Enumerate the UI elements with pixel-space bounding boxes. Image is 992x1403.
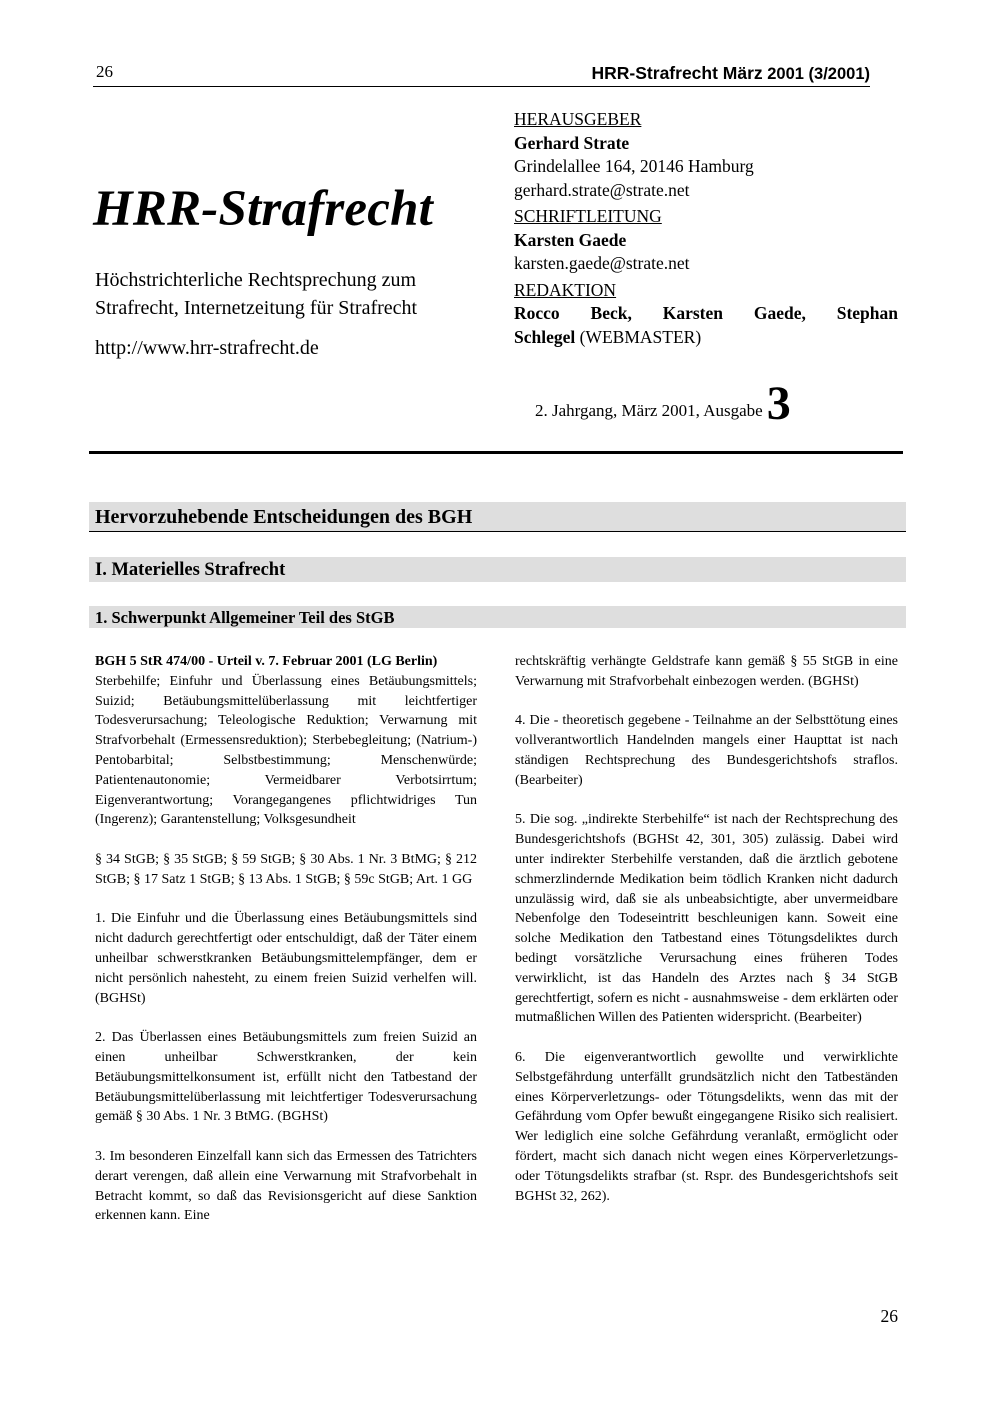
masthead — [514, 108, 898, 352]
issue-number: 3 — [766, 377, 791, 430]
guiding-principle-3-start: 3. Im besonderen Einzelfall kann sich das Ermessen des Tatrichters derart verengen, daß allein eine Verwarnung mit Strafvorbehalt in Betracht kommt, so daß das Revisionsgericht auf diese Sanktion erkennen kann. Eine — [95, 1148, 477, 1224]
staff-names-line2: Schlegel — [514, 326, 576, 347]
case-keywords: Sterbehilfe; Einfuhr und Überlassung eines Betäubungsmittels; Suizid; Betäubungsmittelüberlassung mit leichtfertiger Todesverursachung; Teleologische Reduktion; Verwarnung mit Strafvorbehalt (Ermessensreduktion); Sterbebegleitung; (Natrium-) Pentobarbital; Selbstbestimmung; Menschenwürde; Patientenautonomie; Vermeidbarer Verbotsirrtum; Eigenverantwortung; Vorangegangenes pflichtwidriges Tun (Ingerenz); Garantenstellung; Volksgesundheit — [95, 673, 477, 828]
section-heading-schwerpunkt: 1. Schwerpunkt Allgemeiner Teil des StGB — [89, 606, 906, 628]
guiding-principle-5: 5. Die sog. „indirekte Sterbehilfe“ ist nach der Rechtsprechung des Bundesgerichtshofs (BGHSt 42, 301, 305) zulässig. Dabei wird unter indirekter Sterbehilfe verstanden, daß die ärztlich gebotene schmerzlindernde Medikation beim tödlich Kranken nicht dadurch unzulässig wird, daß sie als unbeabsichtigte, aber unvermeidbare Nebenfolge den Todeseintritt beschleunigen kann. Soweit eine solche Medikation den Tatbestand eines Tötungsdeliktes durch bedingt vorsätzliche Verursachung eines früheren Todes verwirklicht, ist das Handeln des Arztes nach § 34 StGB gerechtfertigt, sofern es nicht - ausnahmsweise - dem erklärten oder mutmaßlichen Willen des Patienten widerspricht. (Bearbeiter) — [515, 812, 898, 1026]
publisher-role: HERAUSGEBER — [514, 109, 642, 129]
staff-names-line1: Rocco Beck, Karsten Gaede, Stephan — [514, 303, 898, 323]
section-heading-bgh: Hervorzuhebende Entscheidungen des BGH — [89, 502, 906, 532]
masthead-staff — [514, 279, 898, 350]
masthead-editor — [514, 205, 898, 276]
publisher-address: Grindelallee 164, 20146 Hamburg — [514, 156, 754, 176]
editor-role: SCHRIFTLEITUNG — [514, 206, 662, 226]
issue-text: 2. Jahrgang, März 2001, Ausgabe — [535, 401, 763, 420]
guiding-principle-6: 6. Die eigenverantwortlich gewollte und verwirklichte Selbstgefährdung unterfällt grundsätzlich nicht den Tatbeständen eines Körperverletzungs- oder Tötungsdelikts, wenn das mit der Gefährdung vom Opfer bewußt eingegangene Risiko sich realisiert. Wer lediglich eine solche Gefährdung veranlaßt, ermöglicht oder fördert, macht sich danach nicht wegen eines Körperverletzungs- oder Tötungsdelikts strafbar (st. Rspr. des Bundesgerichtshofs seit BGHSt 32, 262). — [515, 1049, 898, 1204]
running-header-journal: HRR-Strafrecht März — [591, 63, 763, 83]
page-number-top: 26 — [96, 62, 113, 81]
publisher-name: Gerhard Strate — [514, 132, 630, 153]
journal-subtitle: Höchstrichterliche Rechtsprechung zum Strafrecht, Internetzeitung für Strafrecht — [95, 269, 418, 319]
case-heading: BGH 5 StR 474/00 - Urteil v. 7. Februar 2001 (LG Berlin) — [95, 654, 438, 669]
guiding-principle-4: 4. Die - theoretisch gegebene - Teilnahme an der Selbsttötung eines vollverantwortlich Handelnden mangels einer Haupttat ist nach ständigen Rechtsprechung des Bundesgerichtshofs straflos. (Bearbeiter) — [515, 713, 898, 788]
masthead-publisher — [514, 108, 898, 202]
staff-role: REDAKTION — [514, 279, 617, 300]
header-rule — [93, 86, 870, 87]
editor-name: Karsten Gaede — [514, 229, 627, 250]
page-number-bottom: 26 — [880, 1306, 898, 1326]
issue-line — [535, 376, 791, 431]
journal-title: HRR-Strafrecht — [93, 181, 434, 237]
guiding-principle-2: 2. Das Überlassen eines Betäubungsmittels zum freien Suizid an einen unheilbar Schwerstkranken, der kein Betäubungsmittelkonsument ist, erfüllt nicht den Tatbestand der Betäubungsmittelüberlassung mit leichtfertiger Todesverursachung gemäß § 30 Abs. 1 Nr. 3 BtMG. (BGHSt) — [95, 1030, 477, 1125]
running-header — [592, 63, 870, 84]
running-header-issue: 2001 (3/2001) — [767, 65, 870, 83]
title-divider — [89, 451, 903, 454]
left-column — [95, 652, 477, 1246]
staff-names-line2-wrap — [514, 326, 898, 350]
guiding-principle-1: 1. Die Einfuhr und die Überlassung eines Betäubungsmittels sind nicht dadurch gerechtfertigt oder entschuldigt, daß der Täter einem unheilbar schwerstkranken Betäubungsmittelempfänger, dem er nicht persönlich nahesteht, zu einem freien Suizid verhelfen will. (BGHSt) — [95, 911, 477, 1006]
publisher-email[interactable]: gerhard.strate@strate.net — [514, 179, 690, 200]
section-heading-materielles: I. Materielles Strafrecht — [89, 557, 906, 582]
guiding-principle-3-end: rechtskräftig verhängte Geldstrafe kann gemäß § 55 StGB in eine Verwarnung mit Strafvorbehalt einbezogen werden. (BGHSt) — [515, 654, 898, 689]
staff-webmaster: (WEBMASTER) — [579, 326, 702, 347]
journal-url[interactable]: http://www.hrr-strafrecht.de — [95, 337, 319, 359]
case-norms: § 34 StGB; § 35 StGB; § 59 StGB; § 30 Abs. 1 Nr. 3 BtMG; § 212 StGB; § 17 Satz 1 StGB; § 13 Abs. 1 StGB; § 59c StGB; Art. 1 GG — [95, 851, 477, 887]
right-column — [515, 652, 898, 1226]
editor-email[interactable]: karsten.gaede@strate.net — [514, 253, 690, 273]
